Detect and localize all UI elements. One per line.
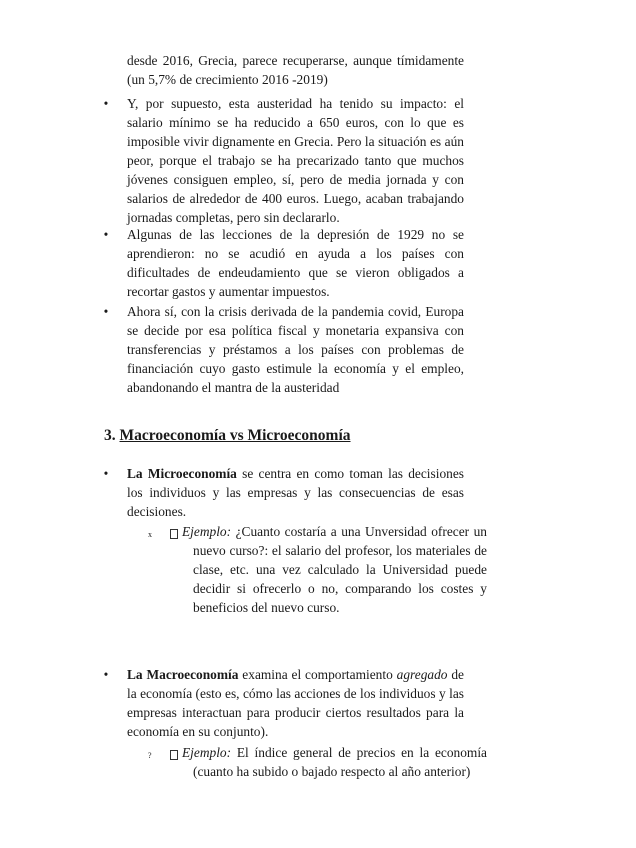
unknown-glyph-icon: ? (170, 750, 178, 760)
macro-paragraph (127, 665, 464, 741)
bullet-symbol: • (103, 96, 109, 111)
macro-text-before: examina el comportamiento (238, 667, 397, 682)
bullet-symbol: • (103, 227, 109, 242)
micro-example-label: Ejemplo: (182, 524, 232, 539)
macro-example-text: El índice general de precios en la economía (cuanto ha subido o bajado respecto al año anterior) (193, 745, 487, 779)
bullet-symbol: • (103, 667, 109, 682)
macro-example (148, 743, 487, 781)
micro-paragraph (127, 464, 464, 521)
micro-text: se centra en como toman las decisiones los individuos y las empresas y las consecuencias de esas decisiones. (127, 466, 464, 519)
macro-term: La Macroeconomía (127, 667, 239, 682)
section-heading (104, 426, 351, 446)
checkbox-icon: x (170, 529, 178, 539)
section-number: 3. (104, 427, 116, 444)
micro-example (148, 522, 487, 617)
macro-example-label: Ejemplo: (182, 745, 232, 760)
macro-text-after: de la economía (esto es, cómo las acciones de los individuos y las empresas interactuan para producir ciertos resultados para la economía en su conjunto). (127, 667, 464, 739)
macro-emphasis: agregado (396, 667, 448, 682)
bullet-symbol: • (103, 304, 109, 319)
bullet-paragraph-lecciones-1929: Algunas de las lecciones de la depresión de 1929 no se aprendieron: no se acudió en ayuda a los países con dificultades de endeudamiento que se vieron obligados a recortar gastos y aumentar impuestos. (127, 227, 464, 299)
bullet-paragraph-covid: Ahora sí, con la crisis derivada de la pandemia covid, Europa se decide por esa política fiscal y monetaria expansiva con transferencias y préstamos a los países con problemas de financiación cuyo gasto estimule la economía y el empleo, abandonando el mantra de la austeridad (127, 304, 464, 395)
micro-term: La Microeconomía (127, 466, 237, 481)
continuation-paragraph: desde 2016, Grecia, parece recuperarse, aunque tímidamente (un 5,7% de crecimiento 2016 -2019) (127, 53, 464, 87)
bullet-symbol: • (103, 466, 109, 481)
section-title: Macroeconomía vs Microeconomía (119, 427, 351, 444)
micro-example-text: ¿Cuanto costaría a una Unversidad ofrecer un nuevo curso?: el salario del profesor, los materiales de clase, etc. una vez calculado la Universidad puede decidir si ofrecerlo o no, comparando los costes y beneficios del nuevo curso. (193, 524, 487, 615)
bullet-paragraph-austeridad: Y, por supuesto, esta austeridad ha tenido su impacto: el salario mínimo se ha reducido a 650 euros, con lo que es imposible vivir dignamente en Grecia. Pero la situación es aún peor, porque el trabajo se ha precarizado tanto que muchos jóvenes consiguen empleo, sí, pero de media jornada y con salarios de alrededor de 400 euros. Luego, acaban trabajando jornadas completas, pero sin declararlo. (127, 96, 464, 225)
